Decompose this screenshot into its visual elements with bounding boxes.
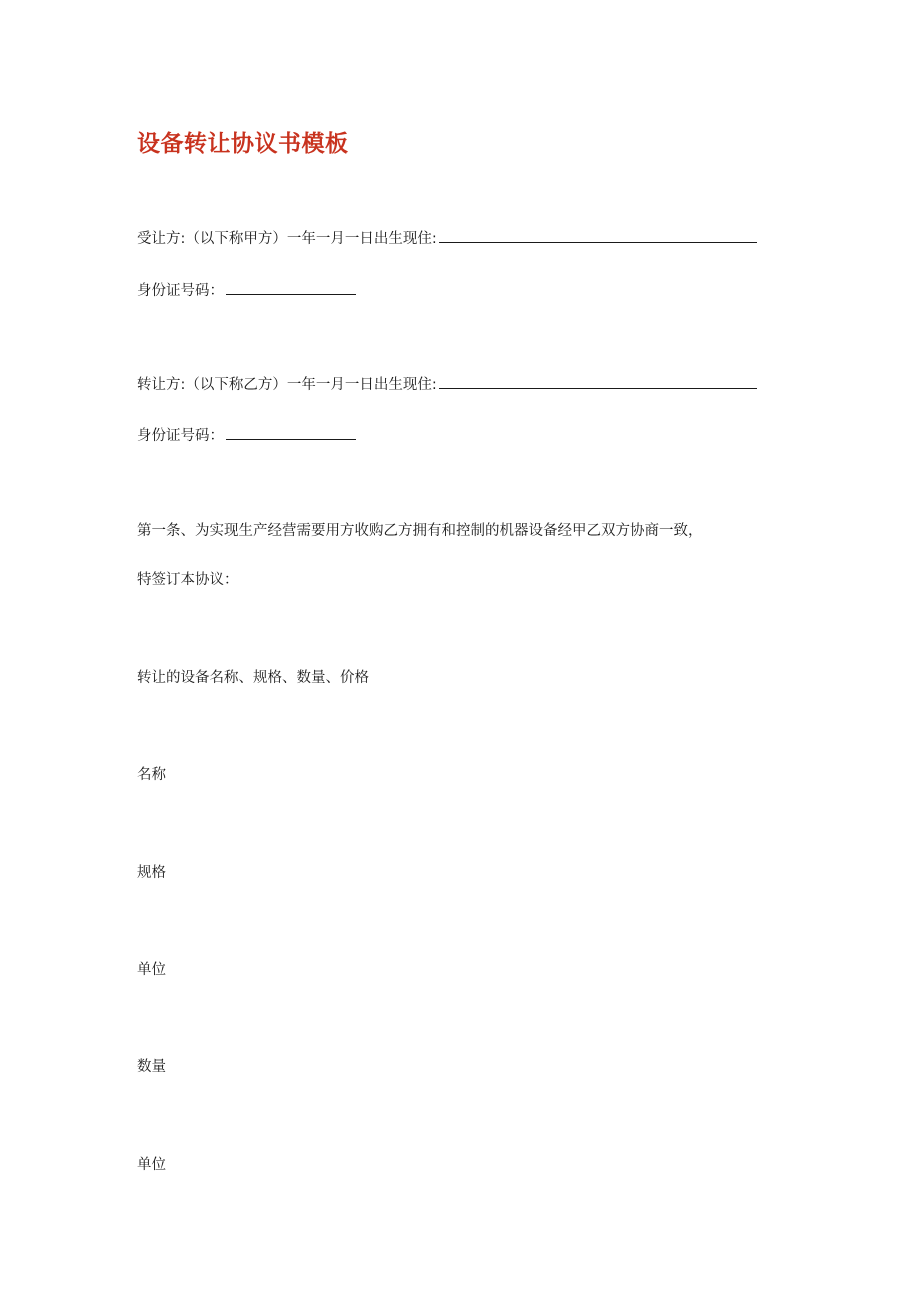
transferor-id-label: 身份证号码：: [137, 428, 224, 444]
transferor-address-blank[interactable]: [439, 374, 757, 389]
transferor-id-blank[interactable]: [226, 425, 356, 440]
document-title: 设备转让协议书模板: [137, 131, 349, 157]
transferee-line: [137, 228, 757, 249]
transferee-id-label: 身份证号码：: [137, 283, 224, 299]
transferee-id-blank[interactable]: [226, 280, 356, 295]
field-unit: 单位: [137, 962, 166, 978]
transferee-id-line: [137, 280, 356, 301]
transferee-address-blank[interactable]: [439, 228, 757, 243]
transferor-line: [137, 374, 757, 395]
article1-line2: 特签订本协议：: [137, 572, 239, 588]
transferee-text: 受让方:（以下称甲方）一年一月一日出生现住:: [137, 231, 437, 247]
transferor-text: 转让方:（以下称乙方）一年一月一日出生现住:: [137, 377, 437, 393]
field-spec: 规格: [137, 865, 166, 881]
article1-line1: 第一条、为实现生产经营需要用方收购乙方拥有和控制的机器设备经甲乙双方协商一致，: [137, 523, 703, 539]
field-quantity: 数量: [137, 1059, 166, 1075]
transferor-id-line: [137, 425, 356, 446]
field-unit-2: 单位: [137, 1157, 166, 1173]
equipment-heading: 转让的设备名称、规格、数量、价格: [137, 670, 369, 686]
field-name: 名称: [137, 767, 166, 783]
